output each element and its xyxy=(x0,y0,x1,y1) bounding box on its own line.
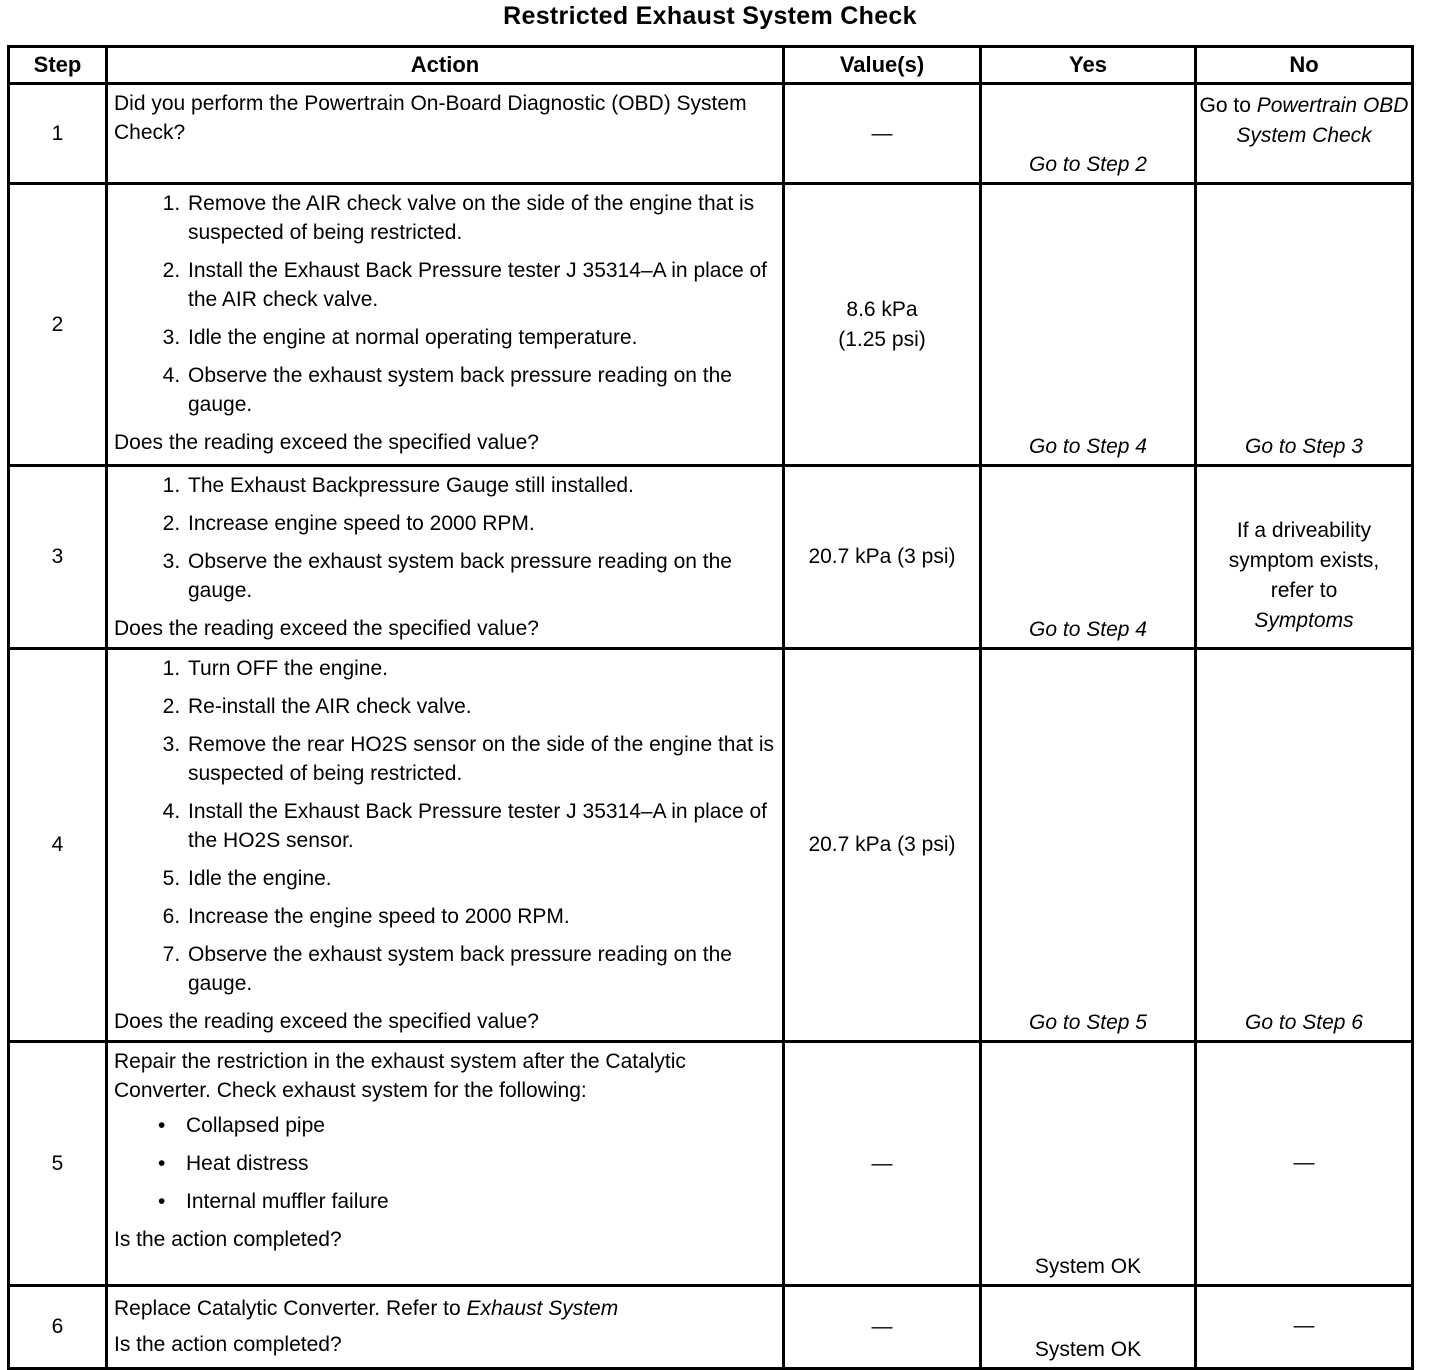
action-step: 4. Observe the exhaust system back pressure reading on the gauge. xyxy=(186,361,776,419)
action-step: 7. Observe the exhaust system back pressure reading on the gauge. xyxy=(186,940,776,998)
no-cell: — xyxy=(1196,1042,1413,1286)
action-question: Is the action completed? xyxy=(114,1333,342,1356)
no-cell xyxy=(1196,466,1413,649)
step-number: 5 xyxy=(9,1042,107,1286)
yes-cell: Go to Step 4 xyxy=(981,466,1196,649)
no-cell: Go to Step 6 xyxy=(1196,649,1413,1042)
value-cell: 20.7 kPa (3 psi) xyxy=(784,466,981,649)
action-steps xyxy=(114,471,776,605)
no-text: If a driveability symptom exists, refer to xyxy=(1228,519,1380,602)
action-question: Does the reading exceed the specified value? xyxy=(114,1010,539,1033)
action-question: Does the reading exceed the specified value? xyxy=(114,617,539,640)
no-cell: — xyxy=(1196,1286,1413,1369)
action-step: 3. Observe the exhaust system back pressure reading on the gauge. xyxy=(186,547,776,605)
step-number: 4 xyxy=(9,649,107,1042)
action-cell xyxy=(107,466,784,649)
step-number: 6 xyxy=(9,1286,107,1369)
header-action: Action xyxy=(107,47,784,84)
table-row xyxy=(9,466,1413,649)
table-row xyxy=(9,649,1413,1042)
table-row xyxy=(9,184,1413,466)
action-cell xyxy=(107,649,784,1042)
bullet-item: • Heat distress xyxy=(186,1149,776,1178)
no-cell: Go to Step 3 xyxy=(1196,184,1413,466)
no-cell xyxy=(1196,84,1413,184)
bullet-item: • Internal muffler failure xyxy=(186,1187,776,1216)
table-row xyxy=(9,84,1413,184)
action-text-plain: Replace Catalytic Converter. Refer to xyxy=(114,1297,467,1320)
action-text: Repair the restriction in the exhaust system after the Catalytic Converter. Check exhaust system for the following: xyxy=(114,1050,686,1102)
value-cell: — xyxy=(784,84,981,184)
action-text: Did you perform the Powertrain On-Board Diagnostic (OBD) System Check? xyxy=(114,92,747,144)
no-text: Go to xyxy=(1199,94,1257,117)
action-step: 4. Install the Exhaust Back Pressure tester J 35314–A in place of the HO2S sensor. xyxy=(186,797,776,855)
value-cell: — xyxy=(784,1286,981,1369)
action-step: 1. Turn OFF the engine. xyxy=(186,654,776,683)
yes-cell: Go to Step 4 xyxy=(981,184,1196,466)
yes-cell: Go to Step 5 xyxy=(981,649,1196,1042)
action-question: Is the action completed? xyxy=(114,1228,342,1251)
header-step: Step xyxy=(9,47,107,84)
step-number: 1 xyxy=(9,84,107,184)
bullet-item: • Collapsed pipe xyxy=(186,1111,776,1140)
step-number: 3 xyxy=(9,466,107,649)
action-cell xyxy=(107,1042,784,1286)
header-values: Value(s) xyxy=(784,47,981,84)
value-cell: 20.7 kPa (3 psi) xyxy=(784,649,981,1042)
action-cell xyxy=(107,84,784,184)
action-step: 2. Re-install the AIR check valve. xyxy=(186,692,776,721)
table-header-row xyxy=(9,47,1413,84)
header-yes: Yes xyxy=(981,47,1196,84)
step-number: 2 xyxy=(9,184,107,466)
value-line: 8.6 kPa xyxy=(846,297,918,321)
action-link-text: Exhaust System xyxy=(466,1297,619,1320)
action-bullets xyxy=(114,1111,776,1216)
action-step: 1. The Exhaust Backpressure Gauge still installed. xyxy=(186,471,776,500)
action-steps xyxy=(114,189,776,419)
action-step: 6. Increase the engine speed to 2000 RPM. xyxy=(186,902,776,931)
value-line: (1.25 psi) xyxy=(838,327,926,351)
action-step: 1. Remove the AIR check valve on the side of the engine that is suspected of being restricted. xyxy=(186,189,776,247)
page-title: Restricted Exhaust System Check xyxy=(503,2,917,30)
action-text xyxy=(114,1291,776,1327)
action-step: 3. Idle the engine at normal operating temperature. xyxy=(186,323,776,352)
action-steps xyxy=(114,654,776,998)
action-cell xyxy=(107,1286,784,1369)
value-cell: — xyxy=(784,1042,981,1286)
yes-cell: System OK xyxy=(981,1286,1196,1369)
header-no: No xyxy=(1196,47,1413,84)
action-step: 2. Increase engine speed to 2000 RPM. xyxy=(186,509,776,538)
action-step: 3. Remove the rear HO2S sensor on the side of the engine that is suspected of being restricted. xyxy=(186,730,776,788)
value-cell xyxy=(784,184,981,466)
table-row xyxy=(9,1042,1413,1286)
action-cell xyxy=(107,184,784,466)
yes-cell: Go to Step 2 xyxy=(981,84,1196,184)
yes-cell: System OK xyxy=(981,1042,1196,1286)
no-link-text: Powertrain OBD System Check xyxy=(1236,94,1409,147)
no-link-text: Symptoms xyxy=(1254,609,1354,632)
table-row xyxy=(9,1286,1413,1369)
action-question: Does the reading exceed the specified value? xyxy=(114,431,539,454)
action-step: 2. Install the Exhaust Back Pressure tester J 35314–A in place of the AIR check valve. xyxy=(186,256,776,314)
diagnostic-table xyxy=(7,45,1414,1370)
action-step: 5. Idle the engine. xyxy=(186,864,776,893)
